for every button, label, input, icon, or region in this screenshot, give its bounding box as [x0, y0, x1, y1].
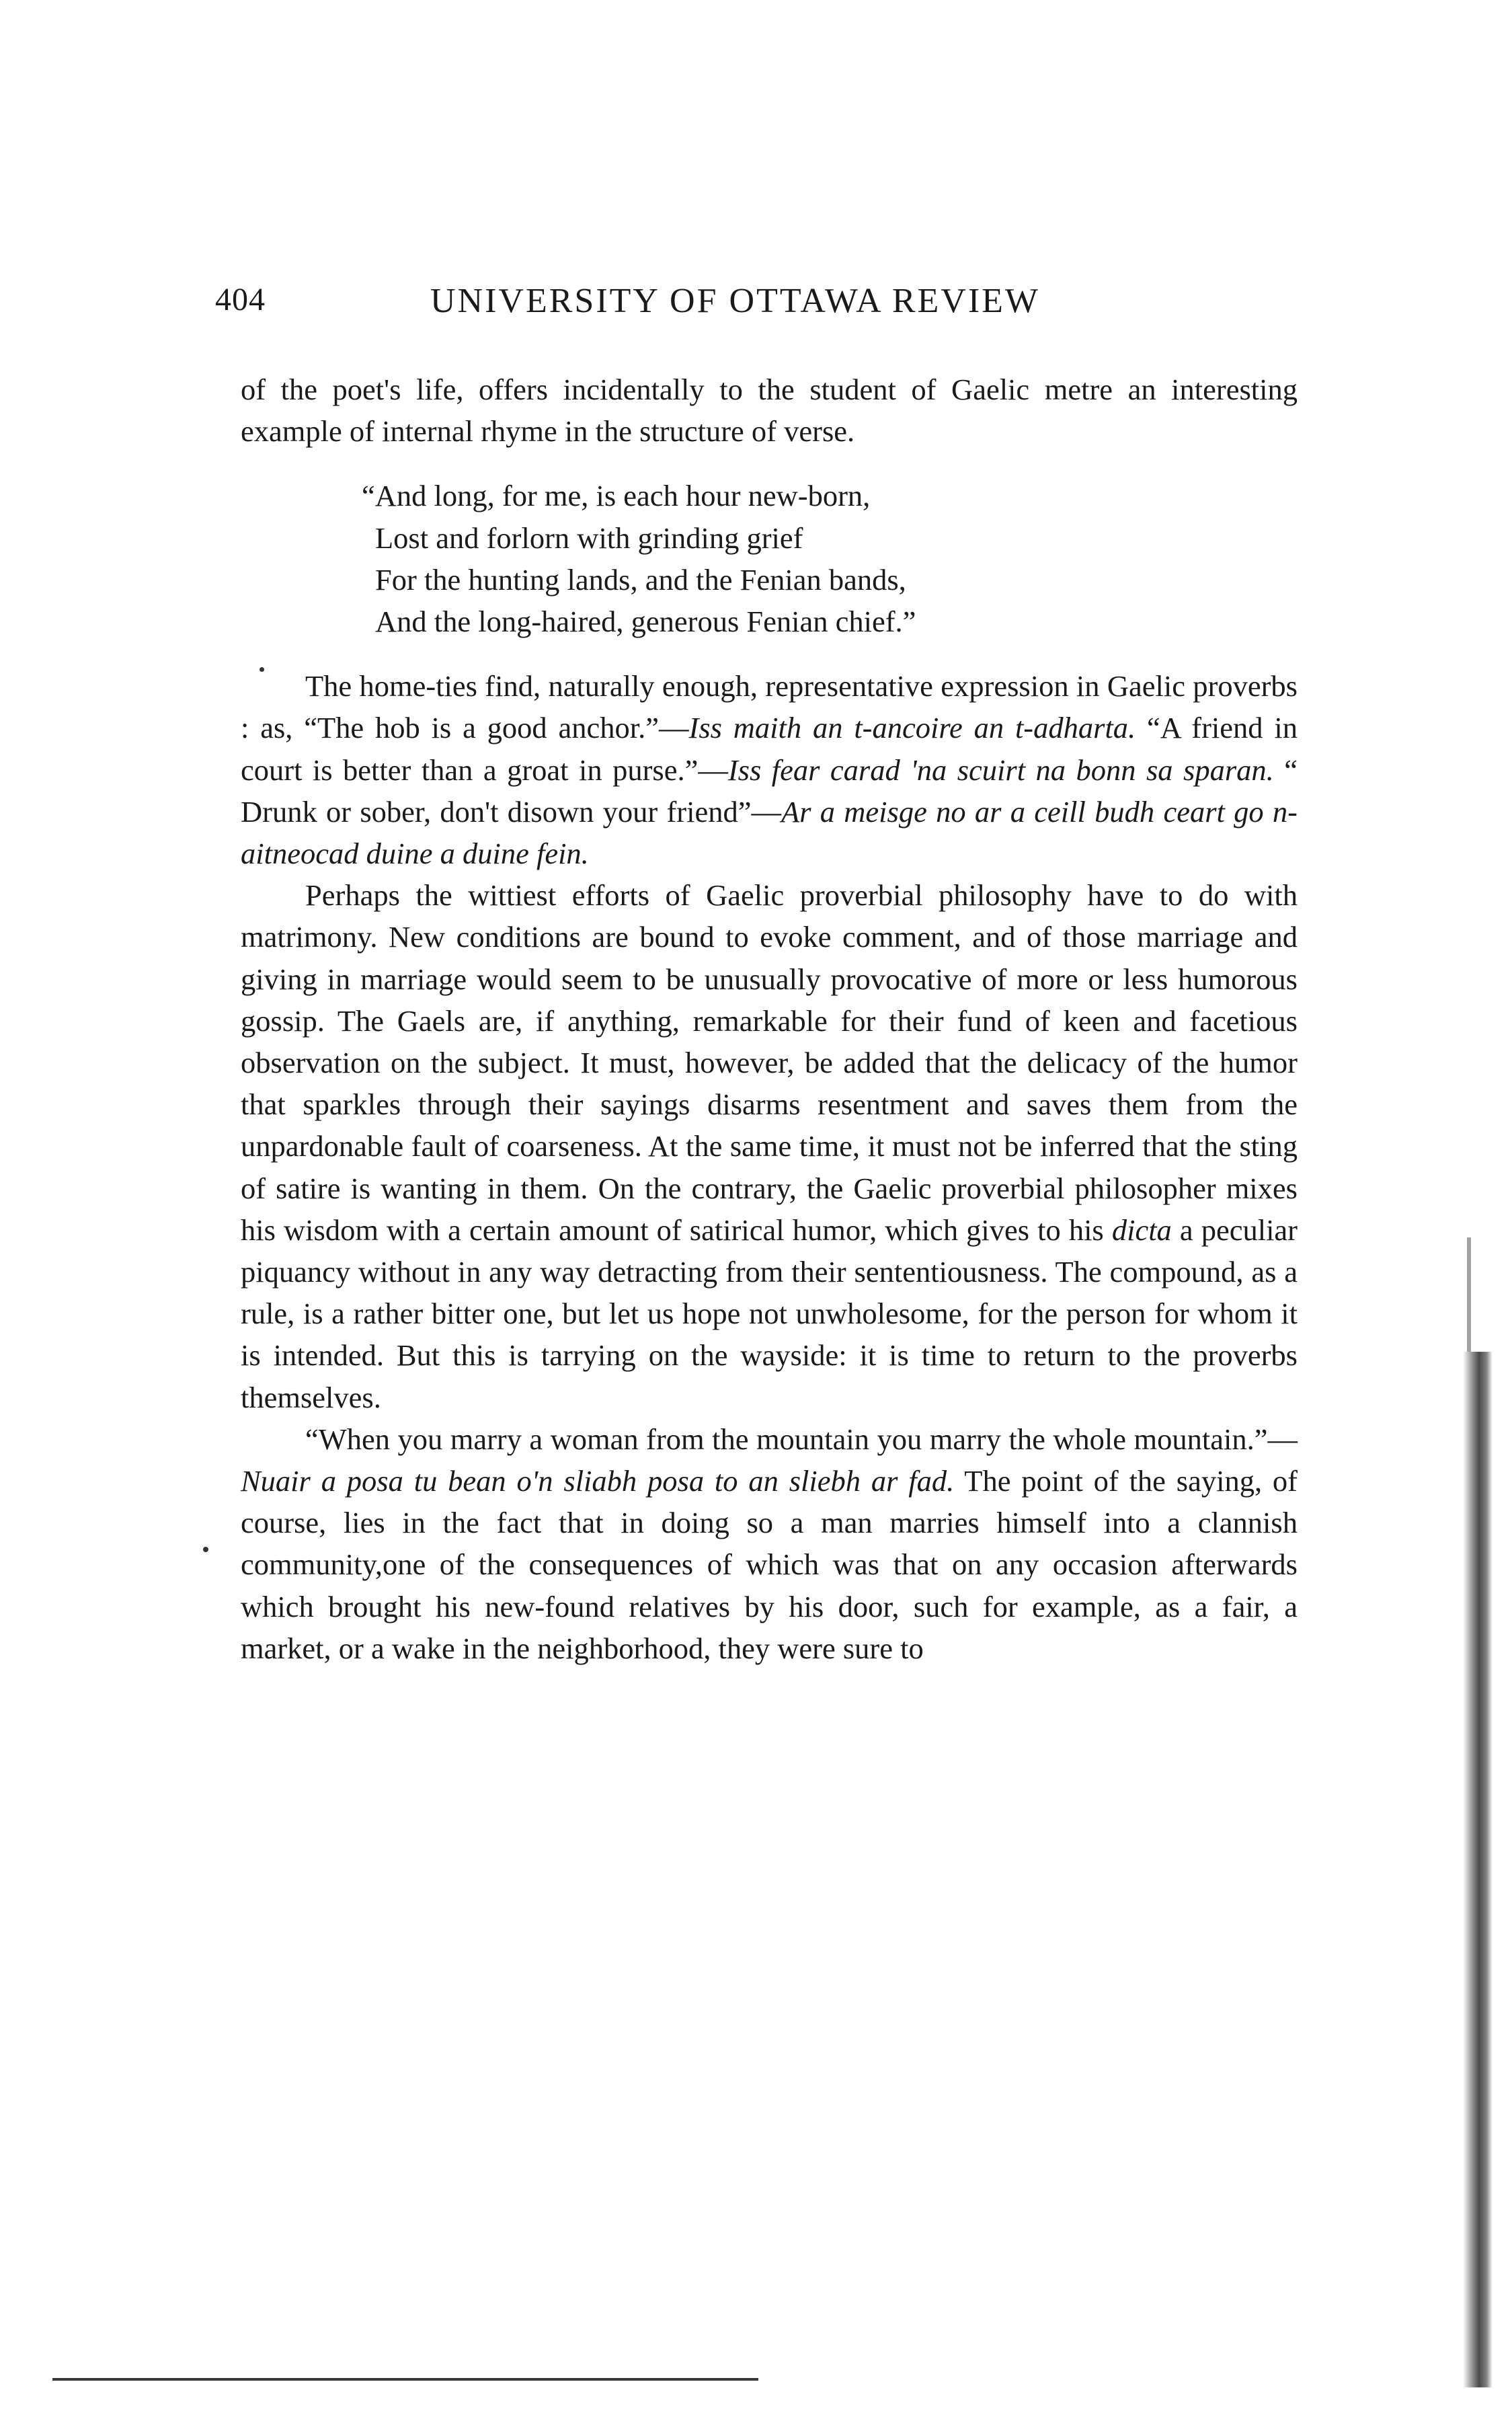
paragraph-mountain: [241, 1418, 1298, 1669]
paragraph-text: The point of the saying, of course, lies in the fact that in doing so a man marries himself into a clannish community,one of the consequences of which was that on any occasion afterwards which brought his new-found relatives by his door, such for example, as a fair, a market, or a wake in the neighborhood, they were sure to: [241, 1464, 1298, 1665]
scan-gutter-shadow: [1463, 1352, 1493, 2387]
scan-gutter-shadow: [1467, 1237, 1471, 1352]
paragraph-matrimony: [241, 874, 1298, 1418]
gaelic-proverb: Nuair a posa tu bean o'n sliabh posa to an sliebh ar fad.: [241, 1464, 955, 1498]
verse-line: For the hunting lands, and the Fenian bands,: [375, 562, 906, 597]
proverb-text: “ Drunk or sober, don't disown your friend”—: [241, 753, 1298, 829]
gaelic-proverb: Ar a meisge no ar a ceill budh ceart go n-aitneocad duine a duine fein.: [241, 794, 1298, 871]
scan-speck: [203, 1547, 208, 1552]
scan-speck: [260, 667, 264, 672]
journal-title: UNIVERSITY OF OTTAWA REVIEW: [430, 282, 1040, 320]
verse-line: Lost and forlorn with grinding grief: [375, 521, 803, 555]
verse-quotation: [362, 475, 1298, 642]
proverb-text: The home-ties find, naturally enough, representative expression in Gaelic proverbs : as, “The hob is a good anchor.”—: [241, 669, 1298, 745]
italic-term: dicta: [1111, 1213, 1172, 1247]
proverb-text: “When you marry a woman from the mountain you marry the whole mountain.”—: [305, 1422, 1298, 1456]
proverb-text: “A friend in court is better than a groat in purse.”—: [241, 711, 1298, 787]
paragraph-text: a peculiar piquancy without in any way detracting from their sententiousness. The compound, as a rule, is a rather bitter one, but let us hope not unwholesome, for the person for whom it is intended. But this is tarrying on the wayside: it is time to return to the proverbs themselves.: [241, 1213, 1298, 1414]
paragraph-text: Perhaps the wittiest efforts of Gaelic proverbial philosophy have to do with matrimony. New conditions are bound to evoke comment, and of those marriage and giving in marriage would seem to be unusually provocative of more or less humorous gossip. The Gaels are, if anything, remarkable for their fund of keen and facetious observation on the subject. It must, however, be added that the delicacy of the humor that sparkles through their sayings disarms resentment and saves them from the unpardonable fault of coarseness. At the same time, it must not be inferred that the sting of satire is wanting in them. On the contrary, the Gaelic proverbial philosopher mixes his wisdom with a certain amount of satirical humor, which gives to his: [241, 878, 1298, 1247]
scan-bottom-rule: [52, 2378, 758, 2381]
paragraph-home-ties: [241, 665, 1298, 874]
body-text: [241, 369, 1298, 1669]
verse-line: “And long, for me, is each hour new-born,: [362, 479, 871, 513]
verse-line: And the long-haired, generous Fenian chief.”: [375, 605, 916, 639]
page-number: 404: [215, 282, 266, 317]
running-head: [215, 281, 1304, 328]
paragraph-continuation: of the poet's life, offers incidentally to the student of Gaelic metre an interesting example of internal rhyme in the structure of verse.: [241, 373, 1298, 449]
gaelic-proverb: Iss fear carad 'na scuirt na bonn sa sparan.: [727, 753, 1274, 787]
gaelic-proverb: Iss maith an t-ancoire an t-adharta.: [688, 711, 1136, 745]
